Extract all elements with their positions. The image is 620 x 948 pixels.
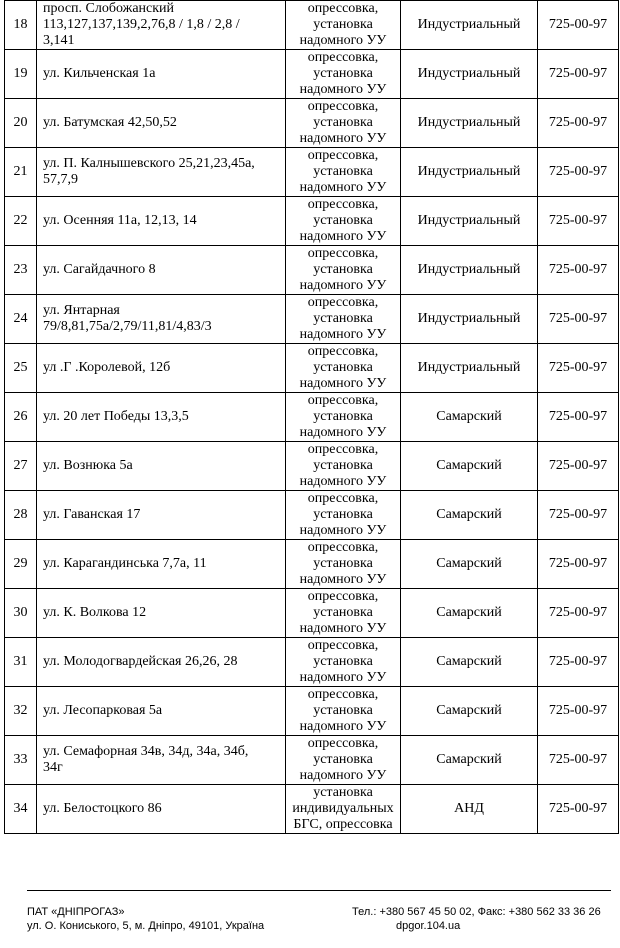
phone-cell: 725-00-97 [538,295,619,344]
address-line: ул. Лесопарковая 5а [43,703,163,718]
phone-cell: 725-00-97 [538,442,619,491]
address-line: просп. Слобожанский [43,1,175,16]
work-type-cell [286,589,401,638]
district-cell: Индустриальный [401,246,538,295]
work-type-line: установка [313,164,373,179]
row-number: 18 [5,1,37,50]
work-type-cell [286,736,401,785]
address-line: ул. Сагайдачного 8 [43,262,156,277]
table-row [5,295,619,344]
work-type-line: установка [313,17,373,32]
row-number: 20 [5,99,37,148]
table-row [5,589,619,638]
work-type-line: надомного УУ [299,180,387,195]
phone-cell: 725-00-97 [538,589,619,638]
work-type-line: установка [313,654,373,669]
district-cell: Индустриальный [401,1,538,50]
address-cell [37,1,286,50]
address-cell [37,638,286,687]
table-row [5,491,619,540]
table-row [5,99,619,148]
work-type-line: БГС, опрессовка [293,817,393,832]
district-cell: Самарский [401,491,538,540]
phone-cell: 725-00-97 [538,393,619,442]
work-type-line: установка [313,703,373,718]
work-type-line: опрессовка, [307,99,379,114]
footer-contacts-block [352,905,601,933]
work-type-line: установка [313,66,373,81]
company-address: ул. О. Кониського, 5, м. Дніпро, 49101, Україна [27,920,265,932]
district-cell: Самарский [401,540,538,589]
district-cell: Индустриальный [401,50,538,99]
phone-cell: 725-00-97 [538,540,619,589]
district-cell: Самарский [401,442,538,491]
work-type-line: установка [313,458,373,473]
address-cell [37,736,286,785]
footer-divider [27,890,611,891]
address-cell [37,442,286,491]
district-cell: Индустриальный [401,148,538,197]
district-cell: Индустриальный [401,197,538,246]
row-number: 31 [5,638,37,687]
address-line: ул. Семафорная 34в, 34д, 34а, 34б, [43,744,249,759]
work-type-line: опрессовка, [307,393,379,408]
address-line: ул. Гаванская 17 [43,507,141,522]
work-type-line: опрессовка, [307,638,379,653]
work-type-line: опрессовка, [307,295,379,310]
work-type-cell [286,344,401,393]
phone-cell: 725-00-97 [538,99,619,148]
address-cell [37,148,286,197]
work-type-line: надомного УУ [299,474,387,489]
work-type-cell [286,491,401,540]
address-line: ул. Кильченская 1а [43,66,156,81]
work-type-line: опрессовка, [307,687,379,702]
work-type-line: опрессовка, [307,246,379,261]
table-row [5,785,619,834]
work-type-cell [286,295,401,344]
row-number: 33 [5,736,37,785]
district-cell: Самарский [401,393,538,442]
table-row [5,393,619,442]
row-number: 21 [5,148,37,197]
work-type-line: установка [313,785,373,800]
work-type-cell [286,687,401,736]
address-cell [37,344,286,393]
row-number: 22 [5,197,37,246]
address-cell [37,785,286,834]
district-cell: Самарский [401,638,538,687]
work-type-line: опрессовка, [307,1,379,16]
table-row [5,687,619,736]
work-type-line: индивидуальных [292,801,394,816]
address-line: ул. Карагандинська 7,7а, 11 [43,556,207,571]
address-line: ул. Белостоцкого 86 [43,801,162,816]
work-type-line: опрессовка, [307,589,379,604]
row-number: 34 [5,785,37,834]
footer-company-block [27,905,264,933]
address-line: ул. Молодогвардейская 26,26, 28 [43,654,238,669]
address-line: ул. Янтарная [43,303,120,318]
work-type-cell [286,442,401,491]
work-type-line: установка [313,311,373,326]
phone-cell: 725-00-97 [538,785,619,834]
district-cell: Индустриальный [401,344,538,393]
phone-cell: 725-00-97 [538,197,619,246]
address-line: ул. Вознюка 5а [43,458,133,473]
phone-cell: 725-00-97 [538,246,619,295]
table-row [5,197,619,246]
address-line: 57,7,9 [43,172,78,187]
work-type-line: установка [313,605,373,620]
address-line: ул. Осенняя 11а, 12,13, 14 [43,213,197,228]
address-line: ул. К. Волкова 12 [43,605,147,620]
address-line: ул. П. Калнышевского 25,21,23,45а, [43,156,255,171]
row-number: 30 [5,589,37,638]
work-type-line: надомного УУ [299,131,387,146]
work-type-line: установка [313,115,373,130]
work-type-line: надомного УУ [299,523,387,538]
work-type-line: опрессовка, [307,344,379,359]
company-name: ПАТ «ДНІПРОГАЗ» [27,906,125,918]
company-contacts: Тел.: +380 567 45 50 02, Факс: +380 562 33 36 26 [352,906,601,918]
work-type-line: надомного УУ [299,768,387,783]
work-type-line: установка [313,556,373,571]
table-row [5,246,619,295]
address-cell [37,50,286,99]
work-type-line: опрессовка, [307,50,379,65]
work-type-line: опрессовка, [307,197,379,212]
table-row [5,736,619,785]
table-row [5,344,619,393]
work-type-cell [286,393,401,442]
work-type-cell [286,1,401,50]
phone-cell: 725-00-97 [538,1,619,50]
address-line: ул .Г .Королевой, 12б [43,360,171,375]
table-body [5,1,619,834]
address-cell [37,540,286,589]
work-type-line: надомного УУ [299,278,387,293]
work-type-cell [286,246,401,295]
phone-cell: 725-00-97 [538,50,619,99]
work-type-line: установка [313,507,373,522]
work-type-line: установка [313,262,373,277]
district-cell: Самарский [401,687,538,736]
work-type-line: установка [313,752,373,767]
table-row [5,50,619,99]
district-cell: Самарский [401,589,538,638]
work-type-cell [286,99,401,148]
work-type-line: надомного УУ [299,327,387,342]
work-type-cell [286,540,401,589]
address-line: ул. 20 лет Победы 13,3,5 [43,409,189,424]
row-number: 25 [5,344,37,393]
address-line: 113,127,137,139,2,76,8 / 1,8 / 2,8 / [43,17,240,32]
work-type-line: надомного УУ [299,33,387,48]
district-cell: АНД [401,785,538,834]
work-type-line: установка [313,409,373,424]
row-number: 19 [5,50,37,99]
work-type-line: опрессовка, [307,491,379,506]
phone-cell: 725-00-97 [538,491,619,540]
address-cell [37,491,286,540]
row-number: 27 [5,442,37,491]
table-row [5,148,619,197]
work-type-line: опрессовка, [307,540,379,555]
work-type-line: надомного УУ [299,229,387,244]
phone-cell: 725-00-97 [538,687,619,736]
table-row [5,638,619,687]
company-website: dpgor.104.ua [396,920,461,932]
row-number: 23 [5,246,37,295]
work-type-line: надомного УУ [299,572,387,587]
table-row [5,540,619,589]
work-type-line: опрессовка, [307,736,379,751]
address-line: 3,141 [43,33,75,48]
work-type-line: опрессовка, [307,442,379,457]
address-cell [37,295,286,344]
row-number: 29 [5,540,37,589]
work-type-cell [286,785,401,834]
phone-cell: 725-00-97 [538,148,619,197]
work-type-cell [286,50,401,99]
address-cell [37,246,286,295]
row-number: 24 [5,295,37,344]
work-type-line: надомного УУ [299,425,387,440]
address-cell [37,197,286,246]
district-cell: Самарский [401,736,538,785]
work-type-line: установка [313,360,373,375]
work-type-line: надомного УУ [299,621,387,636]
row-number: 28 [5,491,37,540]
table-row [5,442,619,491]
work-type-line: надомного УУ [299,376,387,391]
district-cell: Индустриальный [401,295,538,344]
work-type-line: установка [313,213,373,228]
address-cell [37,687,286,736]
works-table [4,0,619,834]
work-type-line: надомного УУ [299,670,387,685]
address-line: 79/8,81,75а/2,79/11,81/4,83/3 [43,319,212,334]
address-line: ул. Батумская 42,50,52 [43,115,177,130]
phone-cell: 725-00-97 [538,638,619,687]
table-row [5,1,619,50]
row-number: 26 [5,393,37,442]
address-cell [37,589,286,638]
district-cell: Индустриальный [401,99,538,148]
work-type-cell [286,197,401,246]
phone-cell: 725-00-97 [538,736,619,785]
work-type-cell [286,148,401,197]
work-type-line: опрессовка, [307,148,379,163]
work-type-line: надомного УУ [299,719,387,734]
address-line: 34г [43,760,63,775]
row-number: 32 [5,687,37,736]
phone-cell: 725-00-97 [538,344,619,393]
address-cell [37,99,286,148]
work-type-cell [286,638,401,687]
address-cell [37,393,286,442]
work-type-line: надомного УУ [299,82,387,97]
